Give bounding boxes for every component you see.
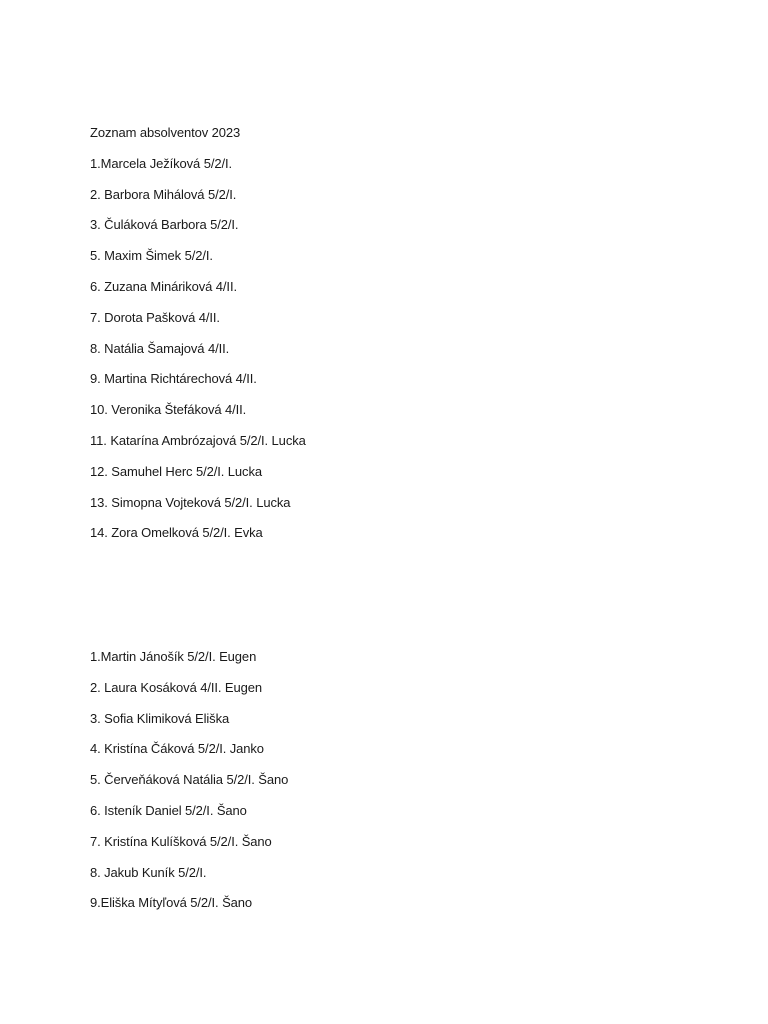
list-item: 10. Veronika Štefáková 4/II. bbox=[90, 402, 247, 418]
list-item: 3. Sofia Klimiková Eliška bbox=[90, 710, 230, 726]
list-item: 6. Zuzana Mináriková 4/II. bbox=[90, 278, 237, 294]
list-item: 9. Martina Richtárechová 4/II. bbox=[90, 371, 257, 387]
list-item: 8. Jakub Kuník 5/2/I. bbox=[90, 864, 207, 880]
list-item: 6. Isteník Daniel 5/2/I. Šano bbox=[90, 802, 247, 818]
document-title: Zoznam absolventov 2023 bbox=[90, 125, 241, 140]
list-item: 2. Laura Kosáková 4/II. Eugen bbox=[90, 679, 262, 695]
list-item: 14. Zora Omelková 5/2/I. Evka bbox=[90, 525, 263, 541]
list-item: 11. Katarína Ambrózajová 5/2/I. Lucka bbox=[90, 432, 306, 448]
list-item: 5. Maxim Šimek 5/2/I. bbox=[90, 248, 213, 264]
graduates-list-first bbox=[90, 124, 306, 555]
list-item: 2. Barbora Mihálová 5/2/I. bbox=[90, 186, 237, 202]
list-item: 8. Natália Šamajová 4/II. bbox=[90, 340, 230, 356]
list-item: 7. Dorota Pašková 4/II. bbox=[90, 309, 220, 325]
list-item: 13. Simopna Vojteková 5/2/I. Lucka bbox=[90, 494, 291, 510]
list-item: 9.Eliška Mítyľová 5/2/I. Šano bbox=[90, 895, 253, 911]
list-item: 3. Čuláková Barbora 5/2/I. bbox=[90, 217, 239, 233]
list-item: 4. Kristína Čáková 5/2/I. Janko bbox=[90, 741, 264, 757]
list-item: 1.Martin Jánošík 5/2/I. Eugen bbox=[90, 649, 257, 664]
list-item: 12. Samuhel Herc 5/2/I. Lucka bbox=[90, 463, 262, 479]
list-item: 1.Marcela Ježíková 5/2/I. bbox=[90, 155, 233, 171]
list-item: 7. Kristína Kulíšková 5/2/I. Šano bbox=[90, 833, 272, 849]
graduates-list-second bbox=[90, 648, 288, 925]
list-item: 5. Červeňáková Natália 5/2/I. Šano bbox=[90, 772, 289, 788]
